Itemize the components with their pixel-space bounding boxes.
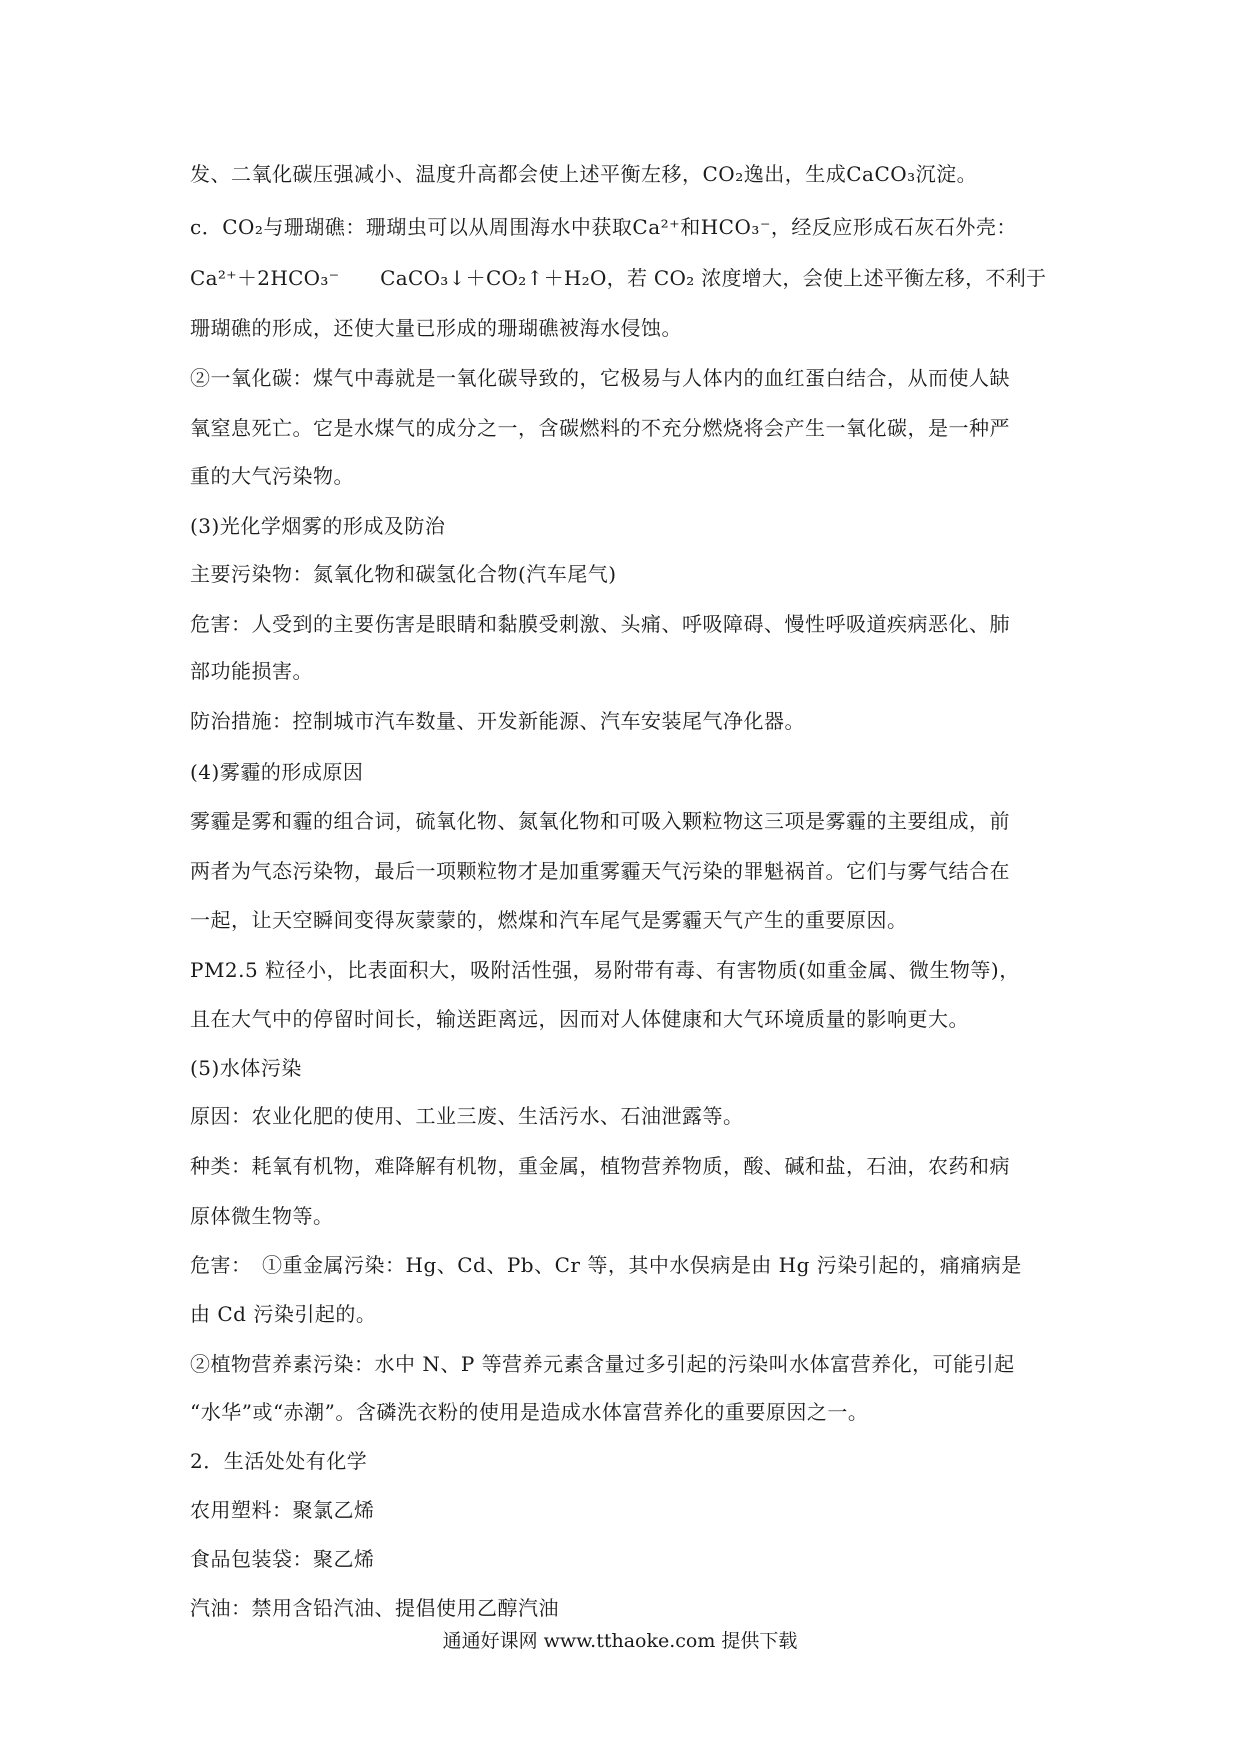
section-heading: (4)雾霾的形成原因 [190, 760, 364, 784]
text-line: 一起，让天空瞬间变得灰蒙蒙的，燃煤和汽车尾气是雾霾天气产生的重要原因。 [190, 908, 908, 932]
text-line: 原因：农业化肥的使用、工业三废、生活污水、石油泄露等。 [190, 1104, 744, 1128]
text-line: 种类：耗氧有机物，难降解有机物，重金属，植物营养物质，酸、碱和盐，石油，农药和病 [190, 1154, 1010, 1178]
text-line: 农用塑料：聚氯乙烯 [190, 1498, 375, 1522]
text-line: 原体微生物等。 [190, 1204, 334, 1228]
text-line: 氧窒息死亡。它是水煤气的成分之一，含碳燃料的不充分燃烧将会产生一氧化碳，是一种严 [190, 416, 1010, 440]
text-line: 食品包装袋：聚乙烯 [190, 1547, 375, 1571]
text-line: 雾霾是雾和霾的组合词，硫氧化物、氮氧化物和可吸入颗粒物这三项是雾霾的主要组成，前 [190, 809, 1010, 833]
section-heading: 2．生活处处有化学 [190, 1449, 368, 1473]
text-line: PM2.5 粒径小，比表面积大，吸附活性强，易附带有毒、有害物质(如重金属、微生物等)， [190, 958, 1020, 982]
text-line: ②一氧化碳：煤气中毒就是一氧化碳导致的，它极易与人体内的血红蛋白结合，从而使人缺 [190, 366, 1010, 390]
text-line: 发、二氧化碳压强减小、温度升高都会使上述平衡左移，CO₂逸出，生成CaCO₃沉淀。 [190, 162, 978, 186]
section-heading: (3)光化学烟雾的形成及防治 [190, 514, 446, 538]
text-line: 危害： ①重金属污染：Hg、Cd、Pb、Cr 等，其中水俣病是由 Hg 污染引起的，痛痛病是 [190, 1253, 1022, 1277]
text-line: c．CO₂与珊瑚礁：珊瑚虫可以从周围海水中获取Ca²⁺和HCO₃⁻，经反应形成石灰石外壳： [190, 215, 1017, 239]
text-line: 部功能损害。 [190, 659, 313, 683]
text-line: 汽油：禁用含铅汽油、提倡使用乙醇汽油 [190, 1596, 559, 1620]
text-line: Ca²⁺＋2HCO₃⁻ CaCO₃↓＋CO₂↑＋H₂O，若 CO₂ 浓度增大，会使上述平衡左移，不利于 [190, 266, 1047, 290]
page-footer: 通通好课网 www.tthaoke.com 提供下载 [442, 1630, 798, 1652]
text-line: 且在大气中的停留时间长，输送距离远，因而对人体健康和大气环境质量的影响更大。 [190, 1007, 969, 1031]
text-line: 主要污染物：氮氧化物和碳氢化合物(汽车尾气) [190, 562, 617, 586]
text-line: 由 Cd 污染引起的。 [190, 1302, 377, 1326]
text-line: “水华”或“赤潮”。含磷洗衣粉的使用是造成水体富营养化的重要原因之一。 [190, 1400, 869, 1424]
section-heading: (5)水体污染 [190, 1056, 302, 1080]
text-line: ②植物营养素污染：水中 N、P 等营养元素含量过多引起的污染叫水体富营养化，可能引起 [190, 1352, 1015, 1376]
text-line: 珊瑚礁的形成，还使大量已形成的珊瑚礁被海水侵蚀。 [190, 316, 682, 340]
text-line: 重的大气污染物。 [190, 464, 354, 488]
text-line: 危害：人受到的主要伤害是眼睛和黏膜受刺激、头痛、呼吸障碍、慢性呼吸道疾病恶化、肺 [190, 612, 1010, 636]
text-line: 两者为气态污染物，最后一项颗粒物才是加重雾霾天气污染的罪魁祸首。它们与雾气结合在 [190, 859, 1010, 883]
text-line: 防治措施：控制城市汽车数量、开发新能源、汽车安装尾气净化器。 [190, 709, 805, 733]
